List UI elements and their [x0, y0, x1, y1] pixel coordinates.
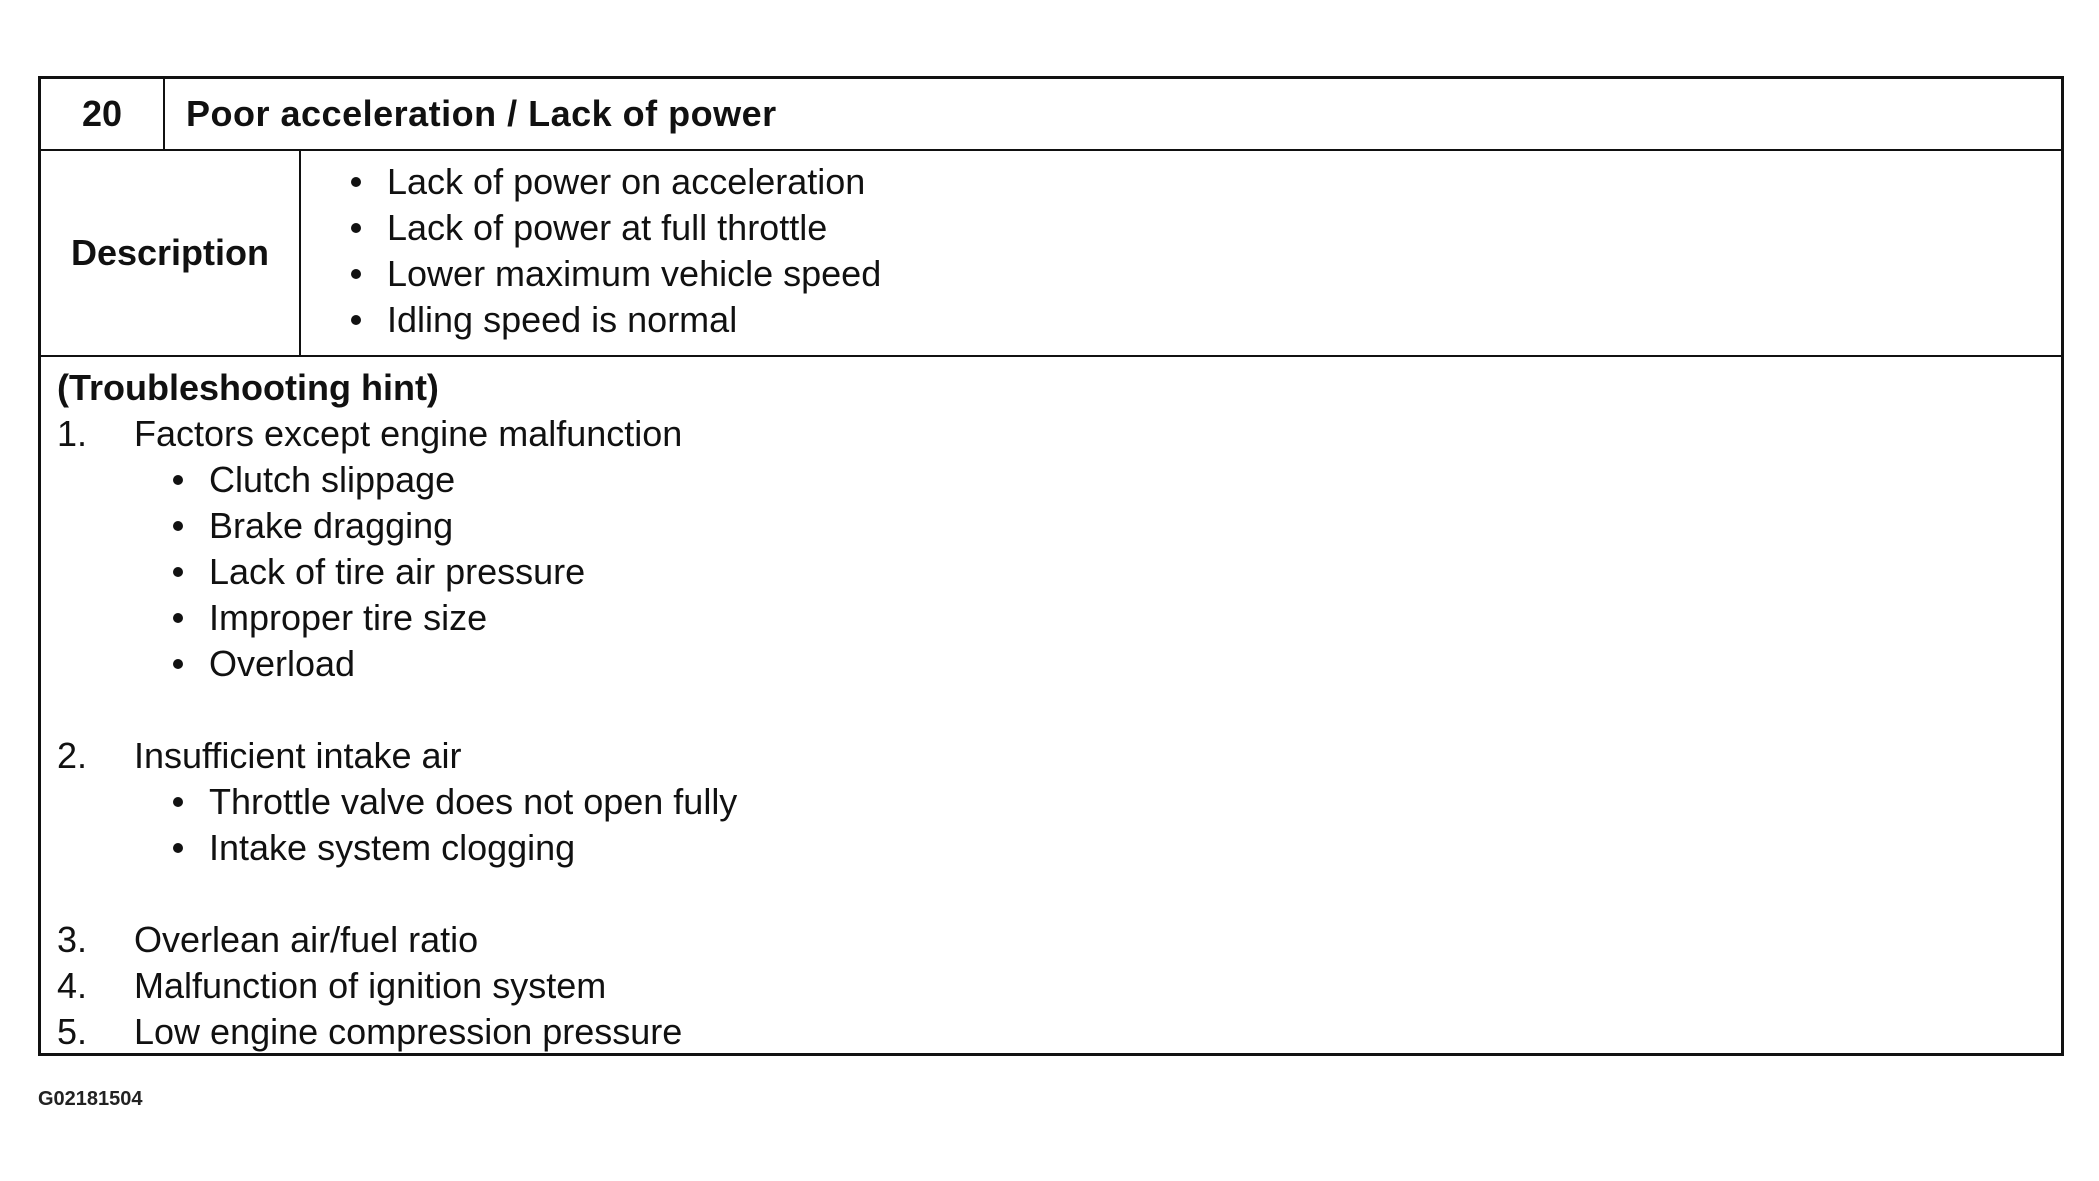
bullet-icon	[173, 843, 183, 853]
figure-code: G02181504	[38, 1088, 143, 1110]
description-item: Lack of power on acceleration	[387, 161, 866, 202]
table-header-row	[41, 79, 2061, 151]
sub-item: Improper tire size	[209, 597, 488, 638]
bullet-icon	[351, 315, 361, 325]
factor-text: Overlean air/fuel ratio	[134, 919, 479, 960]
list-item	[173, 503, 2061, 549]
symptom-title: Poor acceleration / Lack of power	[186, 93, 777, 134]
spacer	[57, 687, 2061, 733]
bullet-icon	[173, 475, 183, 485]
bullet-icon	[173, 659, 183, 669]
list-item	[351, 159, 881, 205]
description-item: Idling speed is normal	[387, 299, 738, 340]
bullet-icon	[351, 269, 361, 279]
description-list	[351, 159, 881, 343]
factor-item	[57, 963, 2061, 1009]
list-item	[173, 595, 2061, 641]
factor-text: Low engine compression pressure	[134, 1011, 683, 1052]
factor-text: Malfunction of ignition system	[134, 965, 607, 1006]
factor-item	[57, 733, 2061, 779]
factor-number: 2.	[57, 735, 88, 776]
troubleshooting-table	[38, 76, 2064, 1056]
factor-item	[57, 917, 2061, 963]
sub-item: Overload	[209, 643, 356, 684]
factor-text: Factors except engine malfunction	[134, 413, 683, 454]
factor-number: 1.	[57, 413, 88, 454]
list-item	[173, 825, 2061, 871]
bullet-icon	[173, 613, 183, 623]
factor-number: 4.	[57, 965, 88, 1006]
description-label: Description	[41, 151, 301, 355]
symptom-number: 20	[41, 79, 165, 149]
sub-item: Lack of tire air pressure	[209, 551, 586, 592]
sub-item: Clutch slippage	[209, 459, 456, 500]
hint-title: (Troubleshooting hint)	[57, 367, 439, 408]
bullet-icon	[173, 797, 183, 807]
bullet-icon	[173, 521, 183, 531]
list-item	[351, 205, 881, 251]
list-item	[173, 457, 2061, 503]
spacer	[57, 871, 2061, 917]
list-item	[173, 641, 2061, 687]
factor-text: Insufficient intake air	[134, 735, 462, 776]
list-item	[173, 779, 2061, 825]
bullet-icon	[351, 177, 361, 187]
factor-sublist	[57, 457, 2061, 687]
description-item: Lack of power at full throttle	[387, 207, 828, 248]
factor-item	[57, 411, 2061, 457]
sub-item: Intake system clogging	[209, 827, 576, 868]
list-item	[351, 251, 881, 297]
list-item	[173, 549, 2061, 595]
factor-item	[57, 1009, 2061, 1055]
sub-item: Throttle valve does not open fully	[209, 781, 738, 822]
description-row	[41, 151, 2061, 357]
factor-number: 5.	[57, 1011, 88, 1052]
bullet-icon	[351, 223, 361, 233]
sub-item: Brake dragging	[209, 505, 454, 546]
factor-number: 3.	[57, 919, 88, 960]
troubleshooting-hint-section	[57, 365, 2061, 1055]
bullet-icon	[173, 567, 183, 577]
factor-sublist	[57, 779, 2061, 871]
description-item: Lower maximum vehicle speed	[387, 253, 882, 294]
list-item	[351, 297, 881, 343]
